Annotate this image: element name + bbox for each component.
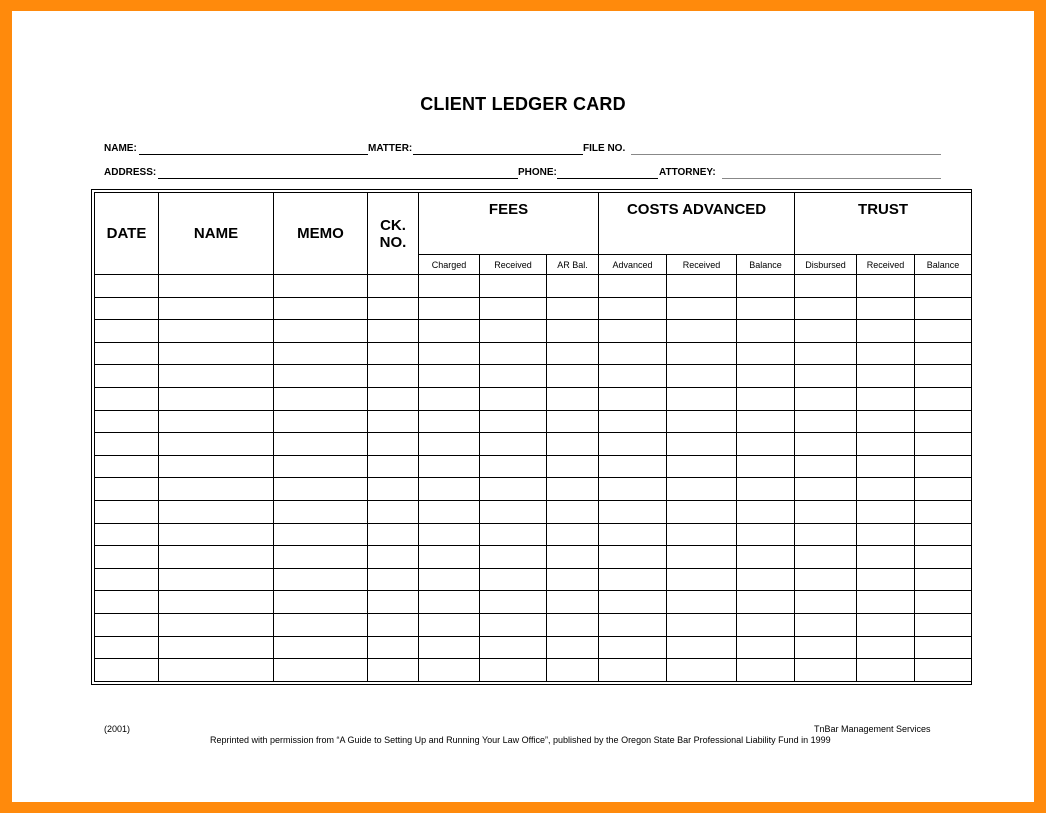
- ledger-cell[interactable]: [368, 320, 419, 343]
- ledger-cell[interactable]: [159, 275, 274, 298]
- costs-received-header: Received: [667, 255, 737, 275]
- ledger-cell[interactable]: [795, 478, 857, 501]
- ledger-cell[interactable]: [274, 546, 368, 569]
- attorney-label: ATTORNEY:: [659, 167, 716, 178]
- ledger-cell[interactable]: [795, 433, 857, 456]
- ledger-cell[interactable]: [915, 297, 972, 320]
- ledger-row: [95, 659, 972, 682]
- ledger-cell[interactable]: [419, 387, 480, 410]
- ledger-cell[interactable]: [857, 320, 915, 343]
- ledger-cell[interactable]: [95, 636, 159, 659]
- ledger-cell[interactable]: [737, 500, 795, 523]
- date-column-header: DATE: [95, 193, 159, 275]
- memo-column-header: MEMO: [274, 193, 368, 275]
- ledger-cell[interactable]: [915, 500, 972, 523]
- ledger-cell[interactable]: [480, 320, 547, 343]
- ledger-cell[interactable]: [915, 523, 972, 546]
- ledger-row: [95, 455, 972, 478]
- ledger-cell[interactable]: [419, 523, 480, 546]
- ledger-row: [95, 297, 972, 320]
- ledger-cell[interactable]: [857, 455, 915, 478]
- ledger-cell[interactable]: [368, 659, 419, 682]
- ledger-cell[interactable]: [795, 455, 857, 478]
- ledger-cell[interactable]: [599, 320, 667, 343]
- ledger-cell[interactable]: [737, 410, 795, 433]
- attorney-field-line[interactable]: [722, 178, 941, 179]
- ledger-cell[interactable]: [599, 342, 667, 365]
- ledger-cell[interactable]: [915, 387, 972, 410]
- ledger-row: [95, 500, 972, 523]
- ledger-cell[interactable]: [599, 410, 667, 433]
- ledger-cell[interactable]: [547, 320, 599, 343]
- ledger-cell[interactable]: [547, 613, 599, 636]
- ledger-cell[interactable]: [857, 500, 915, 523]
- ledger-cell[interactable]: [599, 365, 667, 388]
- ledger-cell[interactable]: [368, 342, 419, 365]
- ledger-row: [95, 591, 972, 614]
- trust-balance-header: Balance: [915, 255, 972, 275]
- ledger-cell[interactable]: [599, 591, 667, 614]
- ledger-cell[interactable]: [667, 342, 737, 365]
- ledger-cell[interactable]: [599, 659, 667, 682]
- ledger-cell[interactable]: [667, 297, 737, 320]
- ledger-cell[interactable]: [795, 320, 857, 343]
- ledger-cell[interactable]: [667, 455, 737, 478]
- ledger-cell[interactable]: [368, 410, 419, 433]
- footer-reprint-notice: Reprinted with permission from “A Guide to Setting Up and Running Your Law Office”, published by the Oregon State Bar Professional Liability Fund in 1999: [210, 735, 831, 745]
- ledger-cell[interactable]: [857, 433, 915, 456]
- ledger-cell[interactable]: [547, 500, 599, 523]
- ledger-cell[interactable]: [95, 455, 159, 478]
- ledger-cell[interactable]: [737, 342, 795, 365]
- ledger-cell[interactable]: [857, 297, 915, 320]
- ledger-cell[interactable]: [159, 523, 274, 546]
- fees-group-header: FEES: [419, 193, 599, 255]
- ledger-cell[interactable]: [737, 591, 795, 614]
- name-column-header: NAME: [159, 193, 274, 275]
- ledger-cell[interactable]: [599, 455, 667, 478]
- ledger-cell[interactable]: [667, 659, 737, 682]
- ledger-cell[interactable]: [795, 591, 857, 614]
- ledger-cell[interactable]: [419, 636, 480, 659]
- ledger-cell[interactable]: [795, 387, 857, 410]
- ledger-cell[interactable]: [480, 523, 547, 546]
- ledger-cell[interactable]: [547, 455, 599, 478]
- matter-field-line[interactable]: [413, 154, 583, 155]
- ledger-cell[interactable]: [667, 523, 737, 546]
- ledger-cell[interactable]: [95, 523, 159, 546]
- ledger-cell[interactable]: [368, 568, 419, 591]
- ledger-cell[interactable]: [915, 546, 972, 569]
- ledger-cell[interactable]: [480, 636, 547, 659]
- ledger-cell[interactable]: [95, 546, 159, 569]
- ledger-cell[interactable]: [419, 455, 480, 478]
- file-no-label: FILE NO.: [583, 143, 626, 154]
- ledger-cell[interactable]: [915, 613, 972, 636]
- ledger-cell[interactable]: [915, 365, 972, 388]
- check-number-column-header: [368, 193, 419, 275]
- ledger-cell[interactable]: [480, 500, 547, 523]
- ledger-cell[interactable]: [667, 568, 737, 591]
- ledger-cell[interactable]: [737, 613, 795, 636]
- ledger-cell[interactable]: [857, 591, 915, 614]
- ledger-cell[interactable]: [95, 433, 159, 456]
- ledger-row: [95, 478, 972, 501]
- ledger-row: [95, 387, 972, 410]
- ledger-cell[interactable]: [915, 478, 972, 501]
- ledger-cell[interactable]: [857, 636, 915, 659]
- check-number-line2: NO.: [379, 233, 407, 251]
- ledger-cell[interactable]: [368, 478, 419, 501]
- ledger-cell[interactable]: [274, 478, 368, 501]
- ledger-cell[interactable]: [368, 365, 419, 388]
- ledger-cell[interactable]: [274, 320, 368, 343]
- ledger-cell[interactable]: [547, 387, 599, 410]
- ledger-cell[interactable]: [547, 591, 599, 614]
- ledger-cell[interactable]: [419, 365, 480, 388]
- ledger-row: [95, 275, 972, 298]
- ledger-cell[interactable]: [547, 546, 599, 569]
- ledger-cell[interactable]: [599, 500, 667, 523]
- ledger-cell[interactable]: [667, 387, 737, 410]
- form-title: CLIENT LEDGER CARD: [420, 94, 626, 114]
- ledger-cell[interactable]: [419, 433, 480, 456]
- ledger-row: [95, 320, 972, 343]
- ledger-cell[interactable]: [480, 568, 547, 591]
- ledger-cell[interactable]: [547, 523, 599, 546]
- ledger-cell[interactable]: [95, 591, 159, 614]
- ledger-cell[interactable]: [95, 320, 159, 343]
- ledger-cell[interactable]: [95, 297, 159, 320]
- ledger-cell[interactable]: [547, 410, 599, 433]
- footer-year: (2001): [104, 724, 131, 734]
- ledger-cell[interactable]: [419, 500, 480, 523]
- ledger-cell[interactable]: [368, 455, 419, 478]
- ledger-cell[interactable]: [737, 636, 795, 659]
- ledger-cell[interactable]: [795, 659, 857, 682]
- ledger-cell[interactable]: [368, 523, 419, 546]
- ledger-cell[interactable]: [95, 387, 159, 410]
- ledger-cell[interactable]: [795, 613, 857, 636]
- ledger-cell[interactable]: [667, 613, 737, 636]
- ledger-cell[interactable]: [667, 410, 737, 433]
- ledger-cell[interactable]: [795, 342, 857, 365]
- ledger-cell[interactable]: [795, 568, 857, 591]
- ledger-cell[interactable]: [667, 478, 737, 501]
- ledger-cell[interactable]: [737, 297, 795, 320]
- costs-advanced-group-header: COSTS ADVANCED: [599, 193, 795, 255]
- ledger-cell[interactable]: [667, 591, 737, 614]
- ledger-cell[interactable]: [599, 613, 667, 636]
- costs-advanced-header: Advanced: [599, 255, 667, 275]
- ledger-cell[interactable]: [599, 523, 667, 546]
- ledger-cell[interactable]: [857, 478, 915, 501]
- ledger-row: [95, 433, 972, 456]
- name-field-line[interactable]: [139, 154, 368, 155]
- ledger-cell[interactable]: [274, 433, 368, 456]
- ledger-cell[interactable]: [159, 297, 274, 320]
- ledger-cell[interactable]: [480, 591, 547, 614]
- ledger-cell[interactable]: [419, 410, 480, 433]
- ledger-cell[interactable]: [857, 275, 915, 298]
- ledger-cell[interactable]: [795, 410, 857, 433]
- ledger-cell[interactable]: [667, 636, 737, 659]
- ledger-cell[interactable]: [915, 275, 972, 298]
- ledger-cell[interactable]: [915, 659, 972, 682]
- ledger-cell[interactable]: [159, 410, 274, 433]
- ledger-cell[interactable]: [159, 455, 274, 478]
- ledger-table-frame: [91, 189, 972, 685]
- ledger-cell[interactable]: [274, 387, 368, 410]
- ledger-cell[interactable]: [480, 478, 547, 501]
- ledger-cell[interactable]: [480, 659, 547, 682]
- ledger-cell[interactable]: [915, 320, 972, 343]
- ledger-cell[interactable]: [159, 591, 274, 614]
- ledger-cell[interactable]: [915, 433, 972, 456]
- trust-group-header: TRUST: [795, 193, 972, 255]
- ledger-cell[interactable]: [274, 613, 368, 636]
- ledger-cell[interactable]: [95, 613, 159, 636]
- ledger-row: [95, 365, 972, 388]
- ledger-cell[interactable]: [599, 275, 667, 298]
- ledger-cell[interactable]: [857, 568, 915, 591]
- ledger-cell[interactable]: [95, 275, 159, 298]
- ledger-cell[interactable]: [274, 591, 368, 614]
- ledger-cell[interactable]: [599, 433, 667, 456]
- ledger-cell[interactable]: [159, 365, 274, 388]
- ledger-cell[interactable]: [599, 636, 667, 659]
- file-no-field-line[interactable]: [631, 154, 941, 155]
- footer-publisher: TnBar Management Services: [814, 724, 931, 734]
- ledger-cell[interactable]: [599, 478, 667, 501]
- ledger-cell[interactable]: [547, 636, 599, 659]
- ledger-cell[interactable]: [667, 500, 737, 523]
- ledger-cell[interactable]: [419, 478, 480, 501]
- ledger-cell[interactable]: [95, 568, 159, 591]
- ledger-cell[interactable]: [95, 500, 159, 523]
- ledger-cell[interactable]: [915, 342, 972, 365]
- ledger-cell[interactable]: [795, 365, 857, 388]
- ledger-cell[interactable]: [95, 478, 159, 501]
- ledger-cell[interactable]: [159, 546, 274, 569]
- ledger-cell[interactable]: [274, 275, 368, 298]
- check-number-line1: CK.: [380, 216, 406, 234]
- ledger-cell[interactable]: [857, 659, 915, 682]
- matter-label: MATTER:: [368, 143, 413, 154]
- ledger-cell[interactable]: [419, 659, 480, 682]
- ledger-cell[interactable]: [857, 546, 915, 569]
- ledger-cell[interactable]: [274, 568, 368, 591]
- ledger-cell[interactable]: [159, 387, 274, 410]
- ledger-cell[interactable]: [547, 433, 599, 456]
- trust-received-header: Received: [857, 255, 915, 275]
- ledger-row: [95, 613, 972, 636]
- ledger-cell[interactable]: [857, 365, 915, 388]
- ledger-cell[interactable]: [915, 636, 972, 659]
- ledger-cell[interactable]: [480, 433, 547, 456]
- ledger-row: [95, 342, 972, 365]
- ledger-cell[interactable]: [419, 613, 480, 636]
- ledger-cell[interactable]: [737, 433, 795, 456]
- ledger-cell[interactable]: [274, 342, 368, 365]
- ledger-cell[interactable]: [274, 523, 368, 546]
- ledger-cell[interactable]: [419, 342, 480, 365]
- ledger-cell[interactable]: [737, 568, 795, 591]
- fees-ar-balance-header: AR Bal.: [547, 255, 599, 275]
- ledger-cell[interactable]: [737, 455, 795, 478]
- ledger-cell[interactable]: [274, 455, 368, 478]
- ledger-cell[interactable]: [795, 636, 857, 659]
- ledger-cell[interactable]: [368, 433, 419, 456]
- fees-received-header: Received: [480, 255, 547, 275]
- ledger-row: [95, 636, 972, 659]
- ledger-cell[interactable]: [159, 636, 274, 659]
- ledger-cell[interactable]: [480, 275, 547, 298]
- address-label: ADDRESS:: [104, 167, 157, 178]
- ledger-cell[interactable]: [599, 387, 667, 410]
- ledger-cell[interactable]: [547, 568, 599, 591]
- ledger-cell[interactable]: [419, 546, 480, 569]
- ledger-cell[interactable]: [795, 500, 857, 523]
- ledger-cell[interactable]: [419, 320, 480, 343]
- ledger-cell[interactable]: [547, 275, 599, 298]
- ledger-cell[interactable]: [274, 636, 368, 659]
- ledger-cell[interactable]: [159, 433, 274, 456]
- ledger-cell[interactable]: [857, 387, 915, 410]
- ledger-cell[interactable]: [667, 365, 737, 388]
- ledger-cell[interactable]: [274, 659, 368, 682]
- ledger-cell[interactable]: [547, 478, 599, 501]
- ledger-cell[interactable]: [419, 297, 480, 320]
- ledger-cell[interactable]: [274, 500, 368, 523]
- ledger-cell[interactable]: [419, 591, 480, 614]
- ledger-cell[interactable]: [274, 410, 368, 433]
- ledger-cell[interactable]: [368, 546, 419, 569]
- ledger-cell[interactable]: [795, 546, 857, 569]
- ledger-cell[interactable]: [857, 613, 915, 636]
- ledger-cell[interactable]: [95, 365, 159, 388]
- ledger-cell[interactable]: [667, 320, 737, 343]
- ledger-cell[interactable]: [915, 455, 972, 478]
- ledger-cell[interactable]: [159, 342, 274, 365]
- ledger-cell[interactable]: [737, 546, 795, 569]
- ledger-cell[interactable]: [419, 275, 480, 298]
- ledger-cell[interactable]: [419, 568, 480, 591]
- address-field-line[interactable]: [158, 178, 518, 179]
- ledger-cell[interactable]: [667, 433, 737, 456]
- ledger-cell[interactable]: [368, 591, 419, 614]
- ledger-cell[interactable]: [915, 568, 972, 591]
- phone-field-line[interactable]: [557, 178, 658, 179]
- ledger-cell[interactable]: [480, 365, 547, 388]
- ledger-cell[interactable]: [368, 636, 419, 659]
- ledger-cell[interactable]: [368, 500, 419, 523]
- ledger-cell[interactable]: [599, 297, 667, 320]
- trust-disbursed-header: Disbursed: [795, 255, 857, 275]
- ledger-cell[interactable]: [547, 342, 599, 365]
- ledger-cell[interactable]: [274, 297, 368, 320]
- ledger-cell[interactable]: [480, 387, 547, 410]
- ledger-cell[interactable]: [95, 410, 159, 433]
- ledger-cell[interactable]: [480, 613, 547, 636]
- ledger-cell[interactable]: [480, 297, 547, 320]
- ledger-cell[interactable]: [547, 365, 599, 388]
- ledger-row: [95, 523, 972, 546]
- ledger-cell[interactable]: [480, 546, 547, 569]
- ledger-cell[interactable]: [737, 387, 795, 410]
- ledger-cell[interactable]: [915, 410, 972, 433]
- ledger-cell[interactable]: [159, 659, 274, 682]
- ledger-cell[interactable]: [368, 613, 419, 636]
- ledger-cell[interactable]: [737, 523, 795, 546]
- ledger-cell[interactable]: [368, 297, 419, 320]
- ledger-cell[interactable]: [737, 275, 795, 298]
- ledger-cell[interactable]: [857, 410, 915, 433]
- ledger-cell[interactable]: [915, 591, 972, 614]
- ledger-cell[interactable]: [368, 387, 419, 410]
- ledger-cell[interactable]: [667, 275, 737, 298]
- ledger-cell[interactable]: [95, 659, 159, 682]
- ledger-cell[interactable]: [159, 478, 274, 501]
- ledger-cell[interactable]: [737, 478, 795, 501]
- ledger-table: [94, 192, 972, 682]
- ledger-cell[interactable]: [737, 365, 795, 388]
- ledger-cell[interactable]: [737, 320, 795, 343]
- ledger-body: [95, 275, 972, 682]
- ledger-row: [95, 546, 972, 569]
- ledger-row: [95, 410, 972, 433]
- ledger-cell[interactable]: [159, 500, 274, 523]
- ledger-cell[interactable]: [795, 523, 857, 546]
- ledger-cell[interactable]: [480, 410, 547, 433]
- ledger-row: [95, 568, 972, 591]
- ledger-cell[interactable]: [368, 275, 419, 298]
- ledger-cell[interactable]: [95, 342, 159, 365]
- ledger-cell[interactable]: [857, 523, 915, 546]
- ledger-cell[interactable]: [599, 546, 667, 569]
- ledger-cell[interactable]: [159, 320, 274, 343]
- fees-charged-header: Charged: [419, 255, 480, 275]
- ledger-cell[interactable]: [480, 342, 547, 365]
- ledger-cell[interactable]: [857, 342, 915, 365]
- phone-label: PHONE:: [518, 167, 557, 178]
- ledger-cell[interactable]: [547, 297, 599, 320]
- ledger-cell[interactable]: [274, 365, 368, 388]
- ledger-cell[interactable]: [795, 297, 857, 320]
- ledger-cell[interactable]: [795, 275, 857, 298]
- ledger-cell[interactable]: [480, 455, 547, 478]
- ledger-cell[interactable]: [599, 568, 667, 591]
- ledger-cell[interactable]: [737, 659, 795, 682]
- name-label: NAME:: [104, 143, 137, 154]
- ledger-cell[interactable]: [159, 568, 274, 591]
- ledger-cell[interactable]: [159, 613, 274, 636]
- ledger-cell[interactable]: [547, 659, 599, 682]
- costs-balance-header: Balance: [737, 255, 795, 275]
- ledger-cell[interactable]: [667, 546, 737, 569]
